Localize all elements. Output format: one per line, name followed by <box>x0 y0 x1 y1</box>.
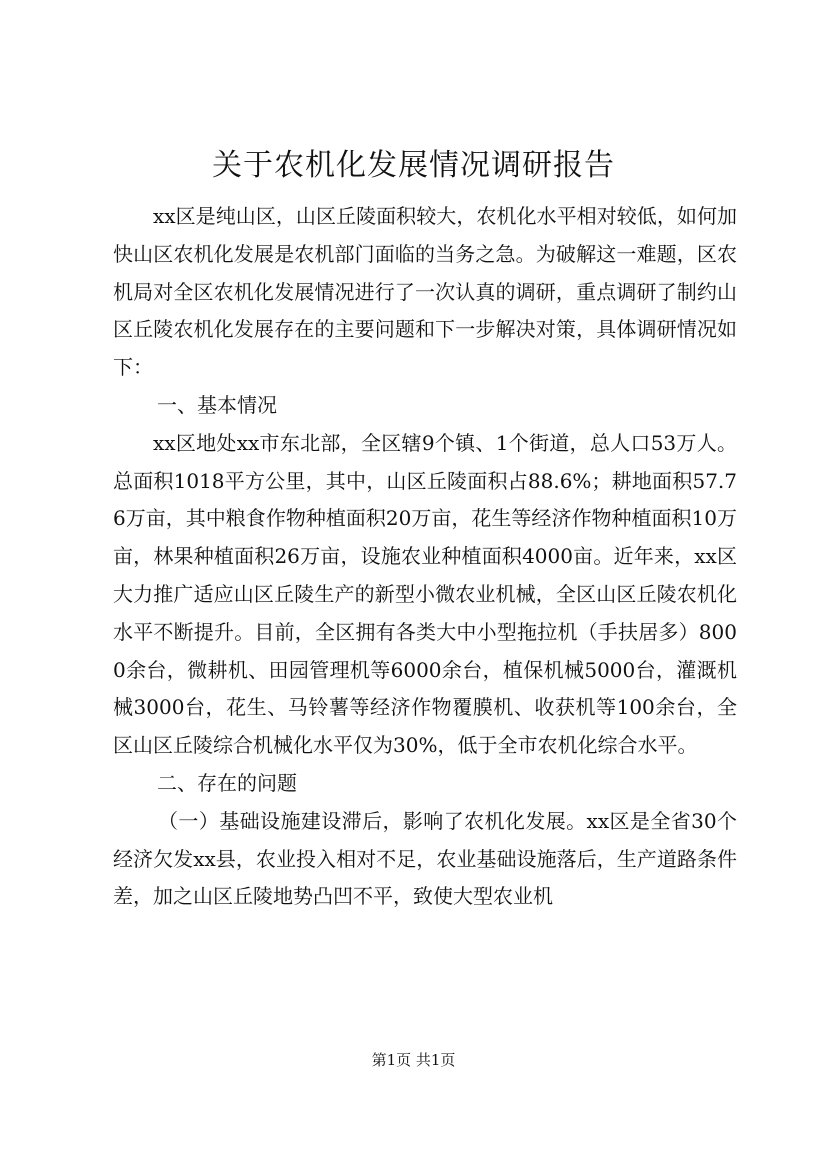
intro-paragraph: xx区是纯山区，山区丘陵面积较大，农机化水平相对较低，如何加快山区农机化发展是农机部门面临的当务之急。为破解这一难题，区农机局对全区农机化发展情况进行了一次认真的调研，重点调研了制约山区丘陵农机化发展存在的主要问题和下一步解决对策，具体调研情况如下： <box>113 204 737 380</box>
problem-1-paragraph: （一）基础设施建设滞后，影响了农机化发展。xx区是全省30个经济欠发xx县，农业投入相对不足，农业基础设施落后，生产道路条件差，加之山区丘陵地势凸凹不平，致使大型农业机 <box>113 808 737 909</box>
section-heading-basic-situation: 一、基本情况 <box>157 392 277 417</box>
document-title: 关于农机化发展情况调研报告 <box>212 148 615 183</box>
page-footer: 第1页 共1页 <box>371 1051 456 1069</box>
section-heading-problems: 二、存在的问题 <box>157 770 297 795</box>
document-body <box>113 198 737 916</box>
basic-situation-paragraph: xx区地处xx市东北部，全区辖9个镇、1个街道，总人口53万人。总面积1018平方公里，其中，山区丘陵面积占88.6%；耕地面积57.76万亩，其中粮食作物种植面积20万亩，花生等经济作物种植面积10万亩，林果种植面积26万亩，设施农业种植面积4000亩。近年来，xx区大力推广适应山区丘陵生产的新型小微农业机械，全区山区丘陵农机化水平不断提升。目前，全区拥有各类大中小型拖拉机（手扶居多）8000余台，微耕机、田园管理机等6000余台，植保机械5000台，灌溉机械3000台，花生、马铃薯等经济作物覆膜机、收获机等100余台，全区山区丘陵综合机械化水平仅为30%，低于全市农机化综合水平。 <box>113 430 737 758</box>
